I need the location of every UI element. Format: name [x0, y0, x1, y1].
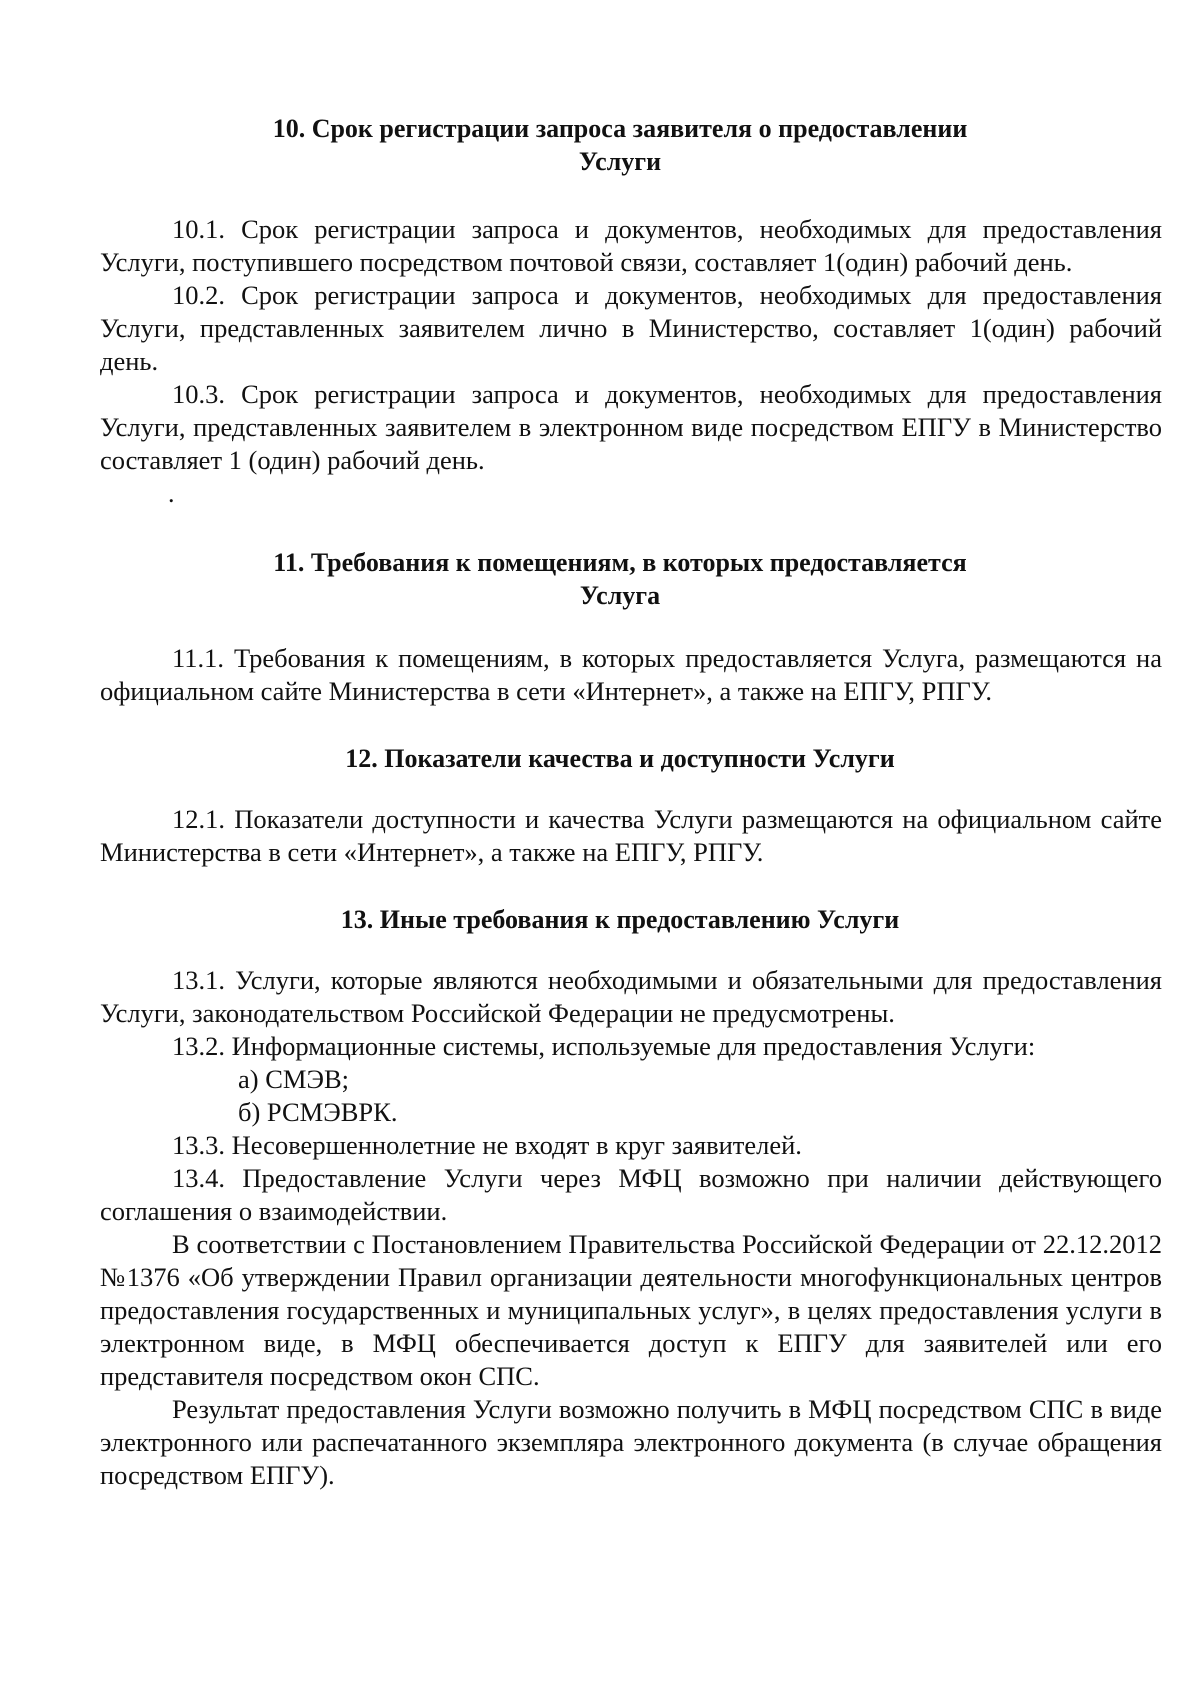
section-10-title-line2: Услуги	[578, 147, 662, 176]
paragraph-11-1: 11.1. Требования к помещениям, в которых предоставляется Услуга, размещаются на официальном сайте Министерства в сети «Интернет», а также на ЕПГУ, РПГУ.	[100, 643, 1162, 706]
paragraph-10-3: 10.3. Срок регистрации запроса и документов, необходимых для предоставления Услуги, представленных заявителем в электронном виде посредством ЕПГУ в Министерство составляет 1 (один) рабочий день.	[100, 379, 1162, 475]
paragraph-13-4: 13.4. Предоставление Услуги через МФЦ возможно при наличии действующего соглашения о взаимодействии.	[100, 1163, 1162, 1226]
stray-mark: .	[168, 479, 175, 508]
paragraph-13-result: Результат предоставления Услуги возможно получить в МФЦ посредством СПС в виде электронного или распечатанного экземпляра электронного документа (в случае обращения посредством ЕПГУ).	[100, 1394, 1162, 1490]
paragraph-13-1: 13.1. Услуги, которые являются необходимыми и обязательными для предоставления Услуги, законодательством Российской Федерации не предусмотрены.	[100, 965, 1162, 1028]
section-11-title-line2: Услуга	[579, 581, 661, 610]
section-11-title-line1: 11. Требования к помещениям, в которых предоставляется	[273, 548, 967, 577]
list-item-smev: а) СМЭВ;	[238, 1064, 349, 1094]
section-10-heading	[240, 112, 1000, 178]
paragraph-13-3: 13.3. Несовершеннолетние не входят в круг заявителей.	[172, 1130, 802, 1160]
list-item-rsmevrk: б) РСМЭВРК.	[238, 1097, 398, 1127]
section-12-title: 12. Показатели качества и доступности Услуги	[345, 744, 895, 773]
paragraph-13-resolution: В соответствии с Постановлением Правительства Российской Федерации от 22.12.2012 №1376 «Об утверждении Правил организации деятельности многофункциональных центров предоставления государственных и муниципальных услуг», в целях предоставления услуги в электронном виде, в МФЦ обеспечивается доступ к ЕПГУ для заявителей или его представителя посредством окон СПС.	[100, 1229, 1162, 1391]
section-10-title-line1: 10. Срок регистрации запроса заявителя о предоставлении	[272, 114, 968, 143]
paragraph-10-1: 10.1. Срок регистрации запроса и документов, необходимых для предоставления Услуги, поступившего посредством почтовой связи, составляет 1(один) рабочий день.	[100, 214, 1162, 277]
paragraph-10-2: 10.2. Срок регистрации запроса и документов, необходимых для предоставления Услуги, представленных заявителем лично в Министерство, составляет 1(один) рабочий день.	[100, 280, 1162, 376]
section-13-heading	[240, 903, 1000, 936]
document-page	[100, 112, 1162, 1492]
paragraph-13-2: 13.2. Информационные системы, используемые для предоставления Услуги:	[172, 1031, 1036, 1061]
section-13-title: 13. Иные требования к предоставлению Услуги	[340, 905, 900, 934]
paragraph-12-1: 12.1. Показатели доступности и качества Услуги размещаются на официальном сайте Министерства в сети «Интернет», а также на ЕПГУ, РПГУ.	[100, 804, 1162, 867]
section-12-heading	[240, 742, 1000, 775]
section-11-heading	[240, 546, 1000, 612]
